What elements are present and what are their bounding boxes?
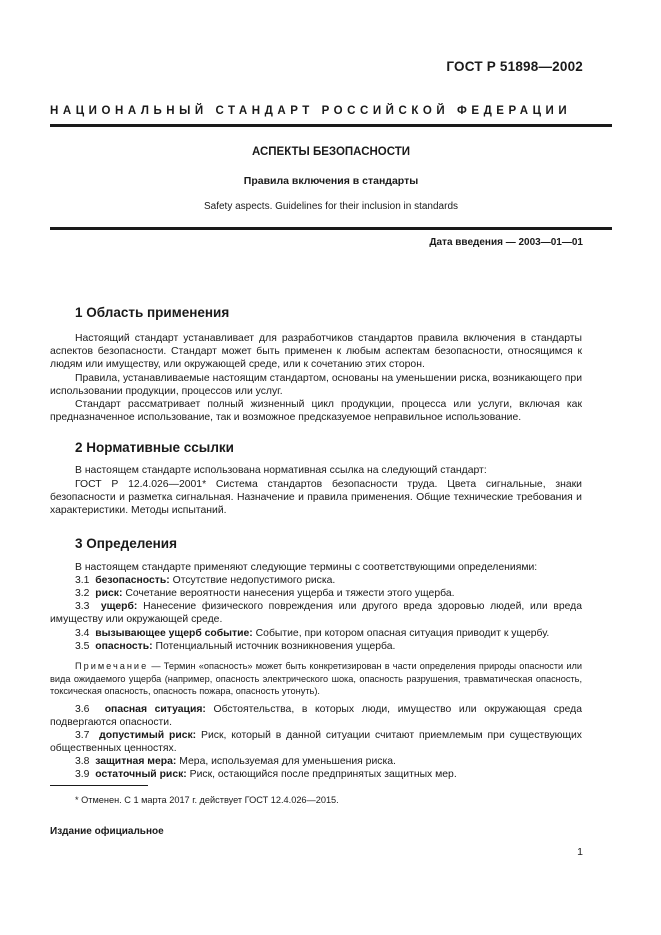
- official-edition-label: Издание официальное: [50, 826, 164, 837]
- national-standard-banner: НАЦИОНАЛЬНЫЙ СТАНДАРТ РОССИЙСКОЙ ФЕДЕРАЦИИ: [50, 105, 572, 117]
- definition-3-7: 3.7 допустимый риск: Риск, который в данной ситуации считают приемлемым при существующих общественных ценностях.: [50, 730, 582, 755]
- introduction-date: Дата введения — 2003—01—01: [429, 237, 583, 248]
- top-divider: [50, 124, 612, 127]
- section-1-paragraph-3: Стандарт рассматривает полный жизненный цикл продукции, процесса или услуги, включая как предназначенное использование, так и возможное предсказуемое неправильное использование.: [50, 399, 582, 424]
- definition-3-6: 3.6 опасная ситуация: Обстоятельства, в которых люди, имущество или окружающая среда подвергаются опасности.: [50, 704, 582, 729]
- note-label: Примечание: [75, 661, 149, 671]
- definition-3-4: 3.4 вызывающее ущерб событие: Событие, при котором опасная ситуация приводит к ущербу.: [75, 628, 550, 639]
- document-title: АСПЕКТЫ БЕЗОПАСНОСТИ: [251, 146, 411, 158]
- footnote-divider: [50, 785, 148, 786]
- section-2-reference: ГОСТ Р 12.4.026—2001* Система стандартов безопасности труда. Цвета сигнальные, знаки безопасности и разметка сигнальная. Назначение и правила применения. Общие технические требования и характеристики. Методы испытаний.: [50, 479, 582, 517]
- definition-3-8: 3.8 защитная мера: Мера, используемая для уменьшения риска.: [75, 756, 396, 767]
- section-2-paragraph-1: В настоящем стандарте использована нормативная ссылка на следующий стандарт:: [75, 465, 487, 476]
- definition-3-3: 3.3 ущерб: Нанесение физического повреждения или другого вреда здоровью людей, или вреда имуществу или окружающей среде.: [50, 601, 583, 626]
- section-1-paragraph-2: Правила, устанавливаемые настоящим стандартом, основаны на уменьшении риска, возникающего при использовании продукции, процессов или услуг.: [50, 373, 582, 398]
- english-title: Safety aspects. Guidelines for their inclusion in standards: [203, 201, 459, 212]
- section-2-heading: 2 Нормативные ссылки: [75, 440, 234, 455]
- bottom-divider: [50, 227, 612, 230]
- section-3-heading: 3 Определения: [75, 536, 177, 551]
- page-number: 1: [577, 846, 583, 858]
- definition-3-1: 3.1 безопасность: Отсутствие недопустимого риска.: [75, 575, 336, 586]
- section-1-paragraph-1: Настоящий стандарт устанавливает для разработчиков стандартов правила включения в стандарты аспектов безопасности. Стандарт может быть применен к любым аспектам безопасности, относящимся к людям или имуществу, или окружающей среде, или к сочетанию этих сторон.: [50, 333, 582, 371]
- section-3-intro: В настоящем стандарте применяют следующие термины с соответствующими определениями:: [75, 562, 538, 573]
- definition-note: Примечание — Термин «опасность» может быть конкретизирован в части определения природы опасности или вида ожидаемого ущерба (например, опасность электрического шока, опасность разрушения, травматическая опасность, токсическая опасность, опасность пожара, опасность утонуть).: [50, 661, 582, 696]
- definition-3-5: 3.5 опасность: Потенциальный источник возникновения ущерба.: [75, 641, 396, 652]
- footnote: * Отменен. С 1 марта 2017 г. действует ГОСТ 12.4.026—2015.: [75, 795, 339, 805]
- section-1-heading: 1 Область применения: [75, 305, 230, 320]
- definition-3-2: 3.2 риск: Сочетание вероятности нанесения ущерба и тяжести этого ущерба.: [75, 588, 455, 599]
- document-number: ГОСТ Р 51898—2002: [446, 59, 583, 74]
- definition-3-9: 3.9 остаточный риск: Риск, остающийся после предпринятых защитных мер.: [75, 769, 457, 780]
- document-subtitle: Правила включения в стандарты: [243, 175, 419, 187]
